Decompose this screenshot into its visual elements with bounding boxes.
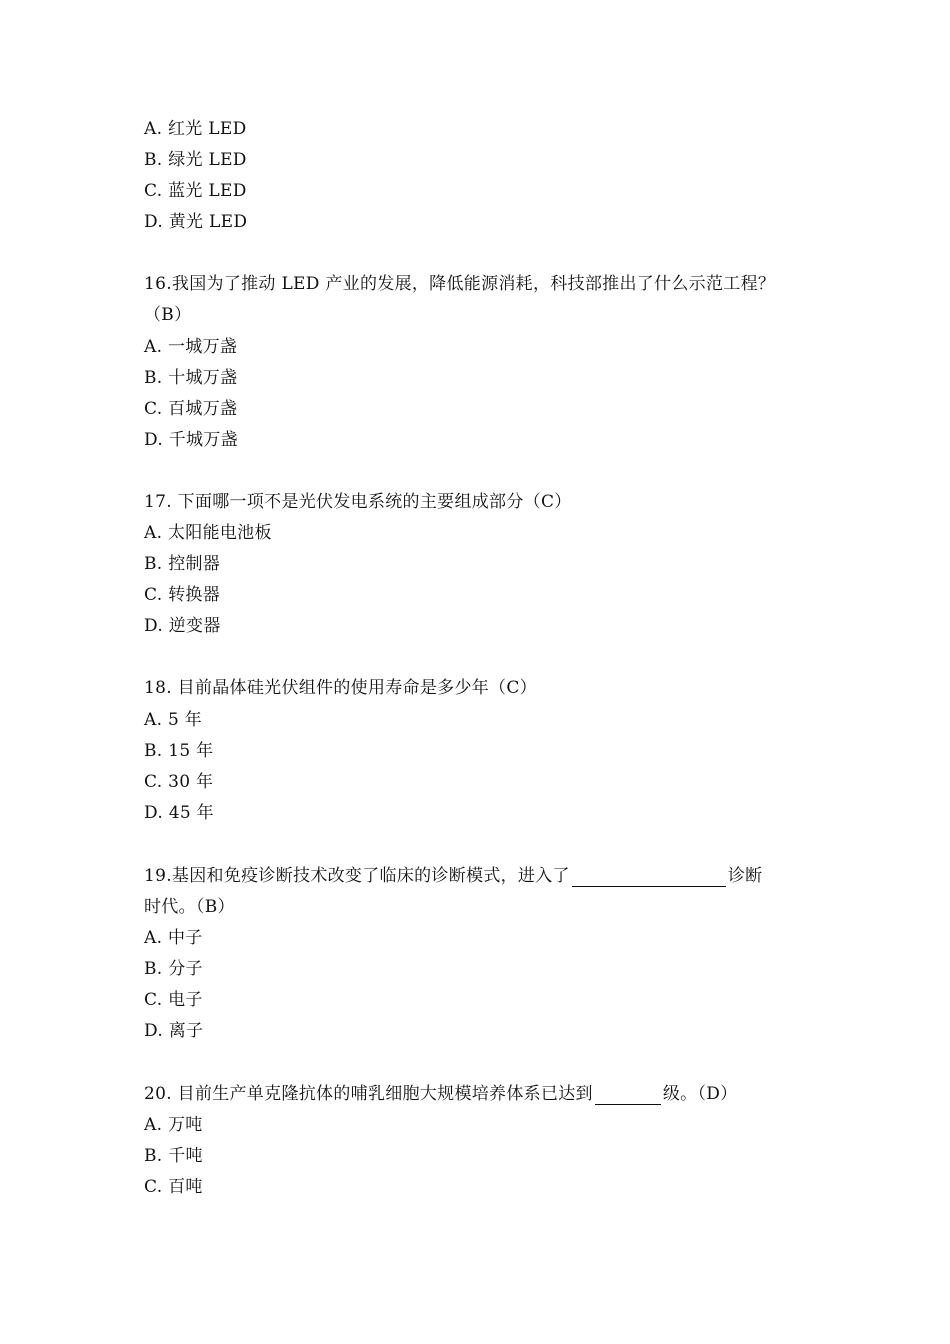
q15-option-a: A. 红光 LED (144, 119, 247, 139)
q18-option-d: D. 45 年 (144, 803, 214, 823)
q20-question (144, 1083, 737, 1105)
q20-question-text: 20. 目前生产单克隆抗体的哺乳细胞大规模培养体系已达到 (144, 1084, 593, 1104)
q16-question-line1: 16.我国为了推动 LED 产业的发展，降低能源消耗，科技部推出了什么示范工程？ (144, 274, 776, 294)
q15-option-c: C. 蓝光 LED (144, 181, 247, 201)
q16-option-c: C. 百城万盏 (144, 399, 238, 419)
q19-option-d: D. 离子 (144, 1021, 204, 1041)
q18-option-a: A. 5 年 (144, 710, 203, 730)
q19-blank (572, 868, 726, 887)
q15-option-d: D. 黄光 LED (144, 212, 248, 232)
q20-option-c: C. 百吨 (144, 1177, 203, 1197)
q20-option-b: B. 千吨 (144, 1146, 203, 1166)
q19-question-line1 (144, 865, 762, 887)
q19-question-text-after: 诊断 (727, 866, 763, 886)
q18-option-c: C. 30 年 (144, 772, 214, 792)
q20-option-a: A. 万吨 (144, 1115, 203, 1135)
q17-option-d: D. 逆变器 (144, 616, 221, 636)
q16-option-b: B. 十城万盏 (144, 368, 238, 388)
q18-option-b: B. 15 年 (144, 741, 214, 761)
q17-option-a: A. 太阳能电池板 (144, 523, 272, 543)
q17-option-c: C. 转换器 (144, 585, 221, 605)
q15-option-b: B. 绿光 LED (144, 150, 247, 170)
q19-question-line2: 时代。（B） (144, 897, 235, 917)
q19-question-text: 19.基因和免疫诊断技术改变了临床的诊断模式，进入了 (144, 866, 570, 886)
q16-option-a: A. 一城万盏 (144, 337, 238, 357)
q17-option-b: B. 控制器 (144, 554, 221, 574)
q16-option-d: D. 千城万盏 (144, 430, 238, 450)
q18-question: 18. 目前晶体硅光伏组件的使用寿命是多少年（C） (144, 678, 537, 698)
q16-question-line2: （B） (144, 305, 192, 325)
q20-blank (595, 1086, 661, 1105)
q17-question: 17. 下面哪一项不是光伏发电系统的主要组成部分（C） (144, 492, 572, 512)
q19-option-c: C. 电子 (144, 990, 203, 1010)
q19-option-b: B. 分子 (144, 959, 203, 979)
q20-question-text-after: 级。（D） (662, 1084, 738, 1104)
q19-option-a: A. 中子 (144, 928, 203, 948)
